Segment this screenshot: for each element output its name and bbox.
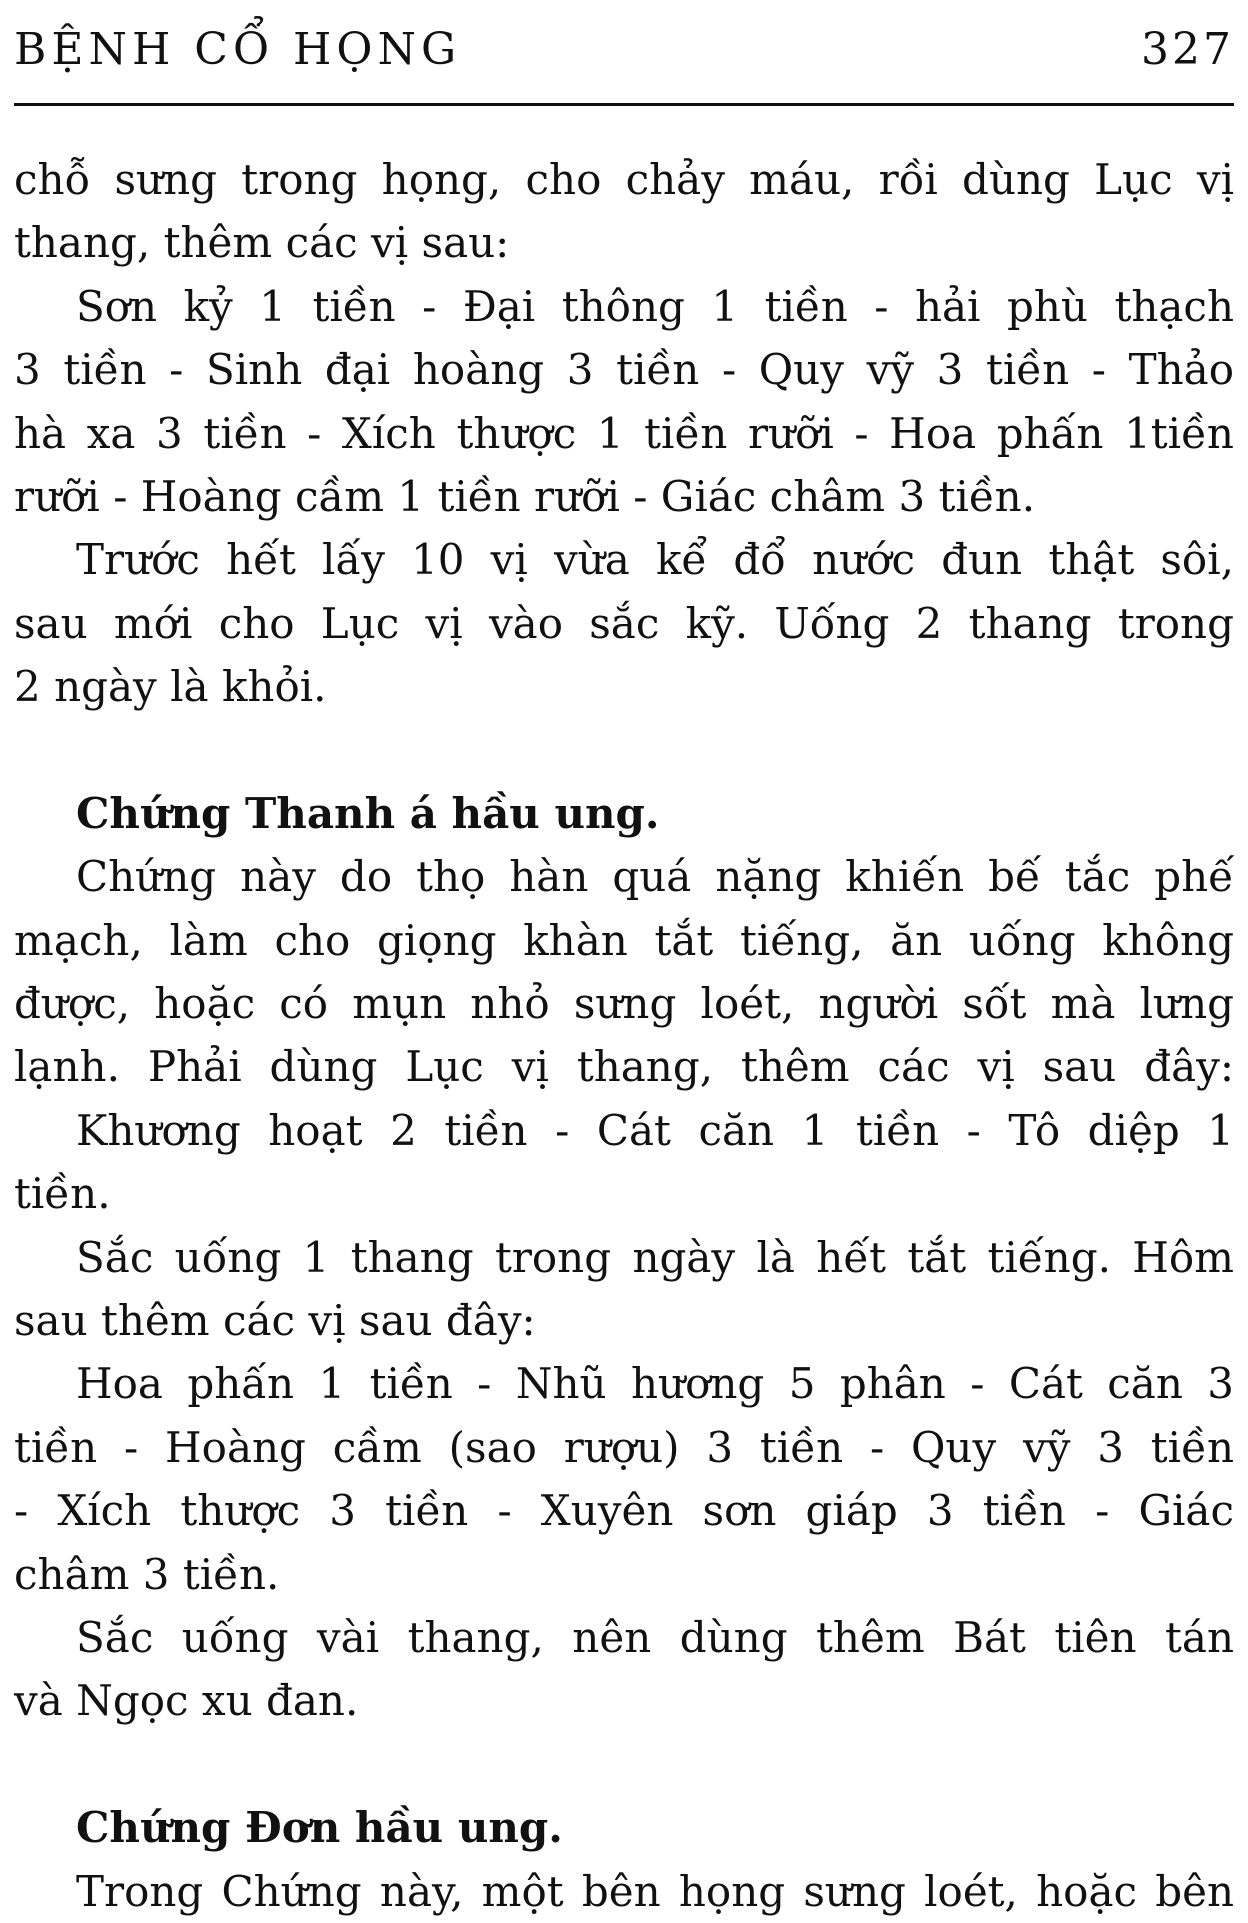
- text-line: - Xích thược 3 tiền - Xuyên sơn giáp 3 tiền - Giác: [14, 1486, 1234, 1536]
- section-heading: Chứng Thanh á hầu ung.: [76, 788, 660, 838]
- text-line: Sơn kỷ 1 tiền - Đại thông 1 tiền - hải phù thạch: [76, 281, 1234, 331]
- text-line: sau mới cho Lục vị vào sắc kỹ. Uống 2 thang trong: [14, 598, 1234, 648]
- text-line: Trong Chứng này, một bên họng sưng loét, hoặc bên: [76, 1866, 1234, 1916]
- header-rule: [14, 103, 1234, 106]
- section-heading: Chứng Đơn hầu ung.: [76, 1803, 563, 1853]
- text-line: tiền.: [14, 1169, 111, 1219]
- text-line: 2 ngày là khỏi.: [14, 662, 327, 712]
- text-line: Sắc uống 1 thang trong ngày là hết tắt tiếng. Hôm: [76, 1232, 1234, 1282]
- text-line: lạnh. Phải dùng Lục vị thang, thêm các vị sau đây:: [14, 1042, 1234, 1092]
- text-line: Khương hoạt 2 tiền - Cát căn 1 tiền - Tô diệp 1: [76, 1105, 1234, 1155]
- section-gap: [14, 1733, 1234, 1796]
- body-text: [14, 148, 1234, 1923]
- text-line: tiền - Hoàng cầm (sao rượu) 3 tiền - Quy vỹ 3 tiền: [14, 1422, 1234, 1472]
- text-line: chỗ sưng trong họng, cho chảy máu, rồi dùng Lục vị: [14, 155, 1234, 204]
- page-number: 327: [1141, 24, 1234, 75]
- text-line: rưỡi - Hoàng cầm 1 tiền rưỡi - Giác châm 3 tiền.: [14, 471, 1036, 521]
- text-line: thang, thêm các vị sau:: [14, 218, 510, 268]
- text-line: Trước hết lấy 10 vị vừa kể đổ nước đun thật sôi,: [76, 535, 1234, 585]
- running-header: [14, 22, 1234, 78]
- text-line: Chứng này do thọ hàn quá nặng khiến bế tắc phế: [76, 852, 1234, 902]
- text-line: hà xa 3 tiền - Xích thược 1 tiền rưỡi - Hoa phấn 1tiền: [14, 408, 1234, 458]
- section-gap: [14, 719, 1234, 782]
- text-line: Hoa phấn 1 tiền - Nhũ hương 5 phân - Cát căn 3: [76, 1359, 1234, 1409]
- text-line: Sắc uống vài thang, nên dùng thêm Bát tiên tán: [76, 1612, 1234, 1662]
- text-line: châm 3 tiền.: [14, 1549, 280, 1599]
- text-line: 3 tiền - Sinh đại hoàng 3 tiền - Quy vỹ 3 tiền - Thảo: [14, 345, 1234, 395]
- text-line: được, hoặc có mụn nhỏ sưng loét, người sốt mà lưng: [14, 979, 1234, 1029]
- text-line: sau thêm các vị sau đây:: [14, 1296, 536, 1346]
- text-line: mạch, làm cho giọng khàn tắt tiếng, ăn uống không: [14, 915, 1234, 965]
- running-title: BỆNH CỔ HỌNG: [14, 24, 462, 75]
- text-line: và Ngọc xu đan.: [14, 1676, 359, 1726]
